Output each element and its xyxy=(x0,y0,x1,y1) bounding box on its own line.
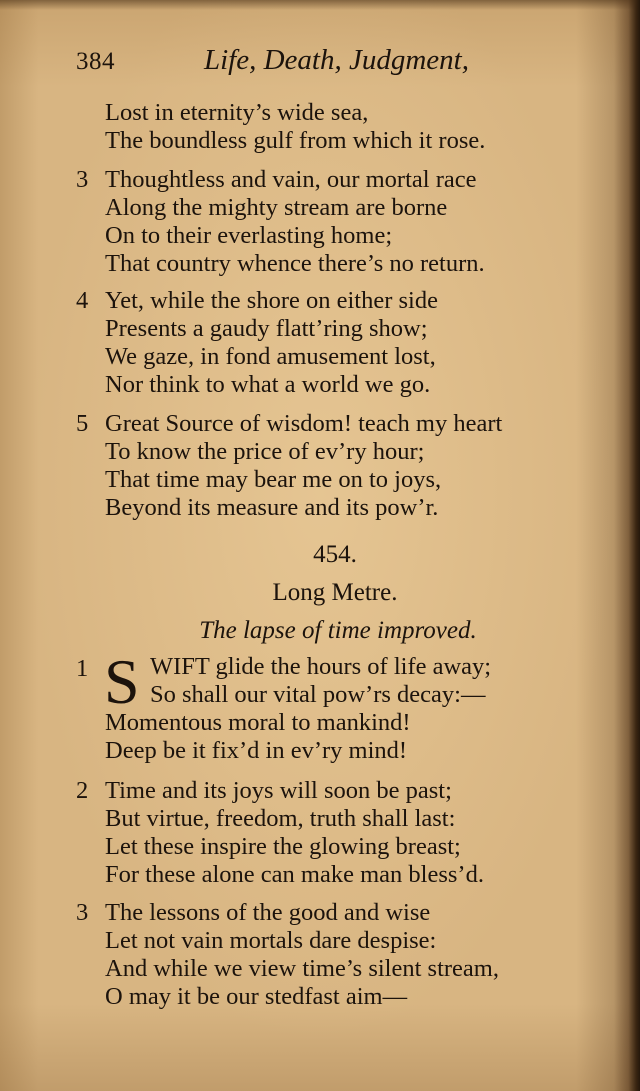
verse-line: Beyond its measure and its pow’r. xyxy=(105,494,439,521)
verse-line: Time and its joys will soon be past; xyxy=(105,777,452,804)
verse-line: But virtue, freedom, truth shall last: xyxy=(105,805,456,832)
verse-line: For these alone can make man bless’d. xyxy=(105,861,484,888)
verse-line: WIFT glide the hours of life away; xyxy=(150,653,492,680)
verse-line: That country whence there’s no return. xyxy=(105,250,485,277)
verse-line: Momentous moral to mankind! xyxy=(105,709,411,736)
verse-line: O may it be our stedfast aim— xyxy=(105,983,408,1010)
hymn-subtitle: The lapse of time improved. xyxy=(199,617,477,644)
verse-line: The lessons of the good and wise xyxy=(105,899,431,926)
verse-number: 3 xyxy=(76,899,89,926)
verse-line: Deep be it fix’d in ev’ry mind! xyxy=(105,737,408,764)
drop-cap: S xyxy=(104,646,140,717)
verse-line: Nor think to what a world we go. xyxy=(105,371,431,398)
continuation-line: The boundless gulf from which it rose. xyxy=(105,127,486,154)
verse-line: Let these inspire the glowing breast; xyxy=(105,833,461,860)
verse-line: Yet, while the shore on either side xyxy=(105,287,438,314)
running-title: Life, Death, Judgment, xyxy=(204,44,469,76)
page-top-shadow xyxy=(0,0,640,10)
verse-number: 2 xyxy=(76,777,89,804)
verse-line: To know the price of ev’ry hour; xyxy=(105,438,425,465)
verse-line: Thoughtless and vain, our mortal race xyxy=(105,166,477,193)
continuation-line: Lost in eternity’s wide sea, xyxy=(105,99,369,126)
meter-label: Long Metre. xyxy=(272,579,398,606)
verse-line: And while we view time’s silent stream, xyxy=(105,955,499,982)
verse-line: Along the mighty stream are borne xyxy=(105,194,448,221)
verse-number: 3 xyxy=(76,166,89,193)
verse-line: Presents a gaudy flatt’ring show; xyxy=(105,315,428,342)
verse-number: 1 xyxy=(76,655,89,682)
verse-line: Let not vain mortals dare despise: xyxy=(105,927,437,954)
verse-line: That time may bear me on to joys, xyxy=(105,466,442,493)
verse-line: Great Source of wisdom! teach my heart xyxy=(105,410,503,437)
hymn-number: 454. xyxy=(313,541,357,568)
verse-number: 5 xyxy=(76,410,89,437)
page-number: 384 xyxy=(76,48,115,75)
verse-number: 4 xyxy=(76,287,89,314)
page-header xyxy=(76,44,576,84)
verse-line: We gaze, in fond amusement lost, xyxy=(105,343,436,370)
verse-line: So shall our vital pow’rs decay:— xyxy=(150,681,486,708)
verse-line: On to their everlasting home; xyxy=(105,222,393,249)
